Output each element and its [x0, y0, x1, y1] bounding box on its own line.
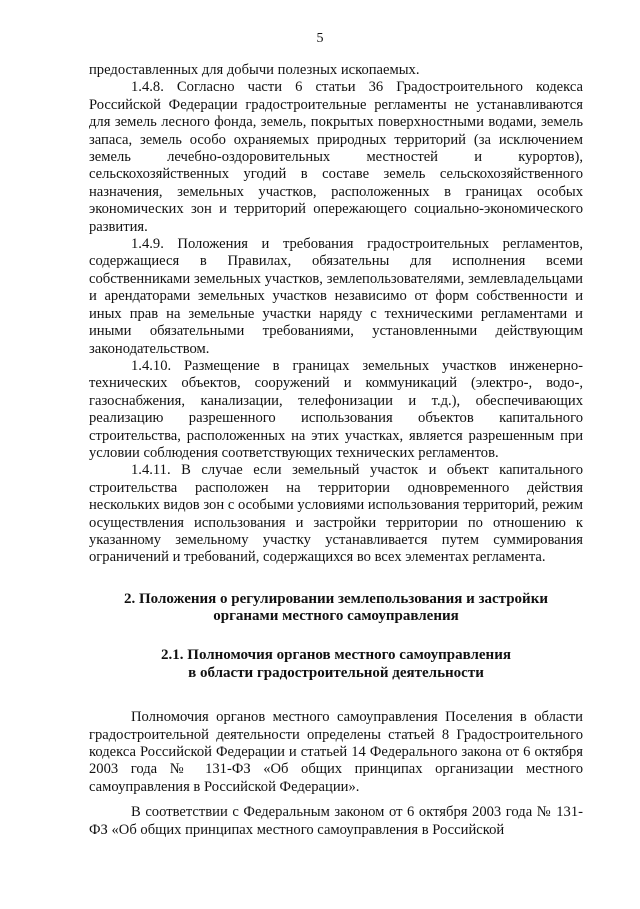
paragraph-1-4-9: 1.4.9. Положения и требования градостроительных регламентов, содержащиеся в Правилах, обязательны для исполнения всеми собственниками земельных участков, землепользователями, землевладельцами и арендаторами земельных участков независимо от форм собственности и иных прав на земельные участки наряду с техническими регламентами и иными обязательными требованиями, установленными действующим законодательством. — [89, 236, 583, 357]
paragraph-1-4-10: 1.4.10. Размещение в границах земельных участков инженерно-технических объектов, сооружений и коммуникаций (электро-, водо-, газоснабжения, канализации, телефонизации и т.д.), обеспечивающих реализацию разрешенного использования объектов капитального строительства, расположенных на этих участках, является разрешенным при условии соблюдения соответствующих технических регламентов. — [89, 357, 583, 461]
paragraph-continuation: предоставленных для добычи полезных ископаемых. — [89, 62, 420, 78]
paragraph-1-4-8: 1.4.8. Согласно части 6 статьи 36 Градостроительного кодекса Российской Федерации градостроительные регламенты не устанавливаются для земель лесного фонда, земель, покрытых поверхностными водами, земель запаса, земель особо охраняемых природных территорий (за исключением земель лечебно-оздоровительных местностей и курортов), сельскохозяйственных угодий в составе земель сельскохозяйственного назначения, земельных участков, расположенных в границах особых экономических зон и территорий опережающего социально-экономического развития. — [89, 79, 583, 235]
section-2-1-heading-line-1: 2.1. Полномочия органов местного самоуправления — [161, 646, 511, 663]
section-2-heading-line-1: 2. Положения о регулировании землепользования и застройки — [124, 590, 548, 607]
paragraph-federal-law: В соответствии с Федеральным законом от 6 октября 2003 года № 131-ФЗ «Об общих принципах местного самоуправления в Российской — [89, 804, 583, 838]
paragraph-powers: Полномочия органов местного самоуправления Поселения в области градостроительной деятельности определены статьей 8 Градостроительного кодекса Российской Федерации и статьей 14 Федерального закона от 6 октября 2003 года № 131-ФЗ «Об общих принципах организации местного самоуправления в Российской Федерации». — [89, 709, 583, 795]
paragraph-1-4-11: 1.4.11. В случае если земельный участок и объект капитального строительства расположен на территории одновременного действия нескольких видов зон с особыми условиями использования территорий, режим осуществления использования и застройки территории по отношению к указанному земельному участку устанавливается путем суммирования ограничений и требований, содержащихся во всех элементах регламента. — [89, 462, 583, 566]
section-2-heading — [89, 591, 583, 626]
section-2-1-heading-line-2: в области градостроительной деятельности — [188, 664, 484, 681]
section-2-1-heading — [89, 647, 583, 682]
section-2-heading-line-2: органами местного самоуправления — [213, 608, 459, 625]
page-number: 5 — [316, 31, 324, 46]
document-body — [89, 62, 583, 839]
